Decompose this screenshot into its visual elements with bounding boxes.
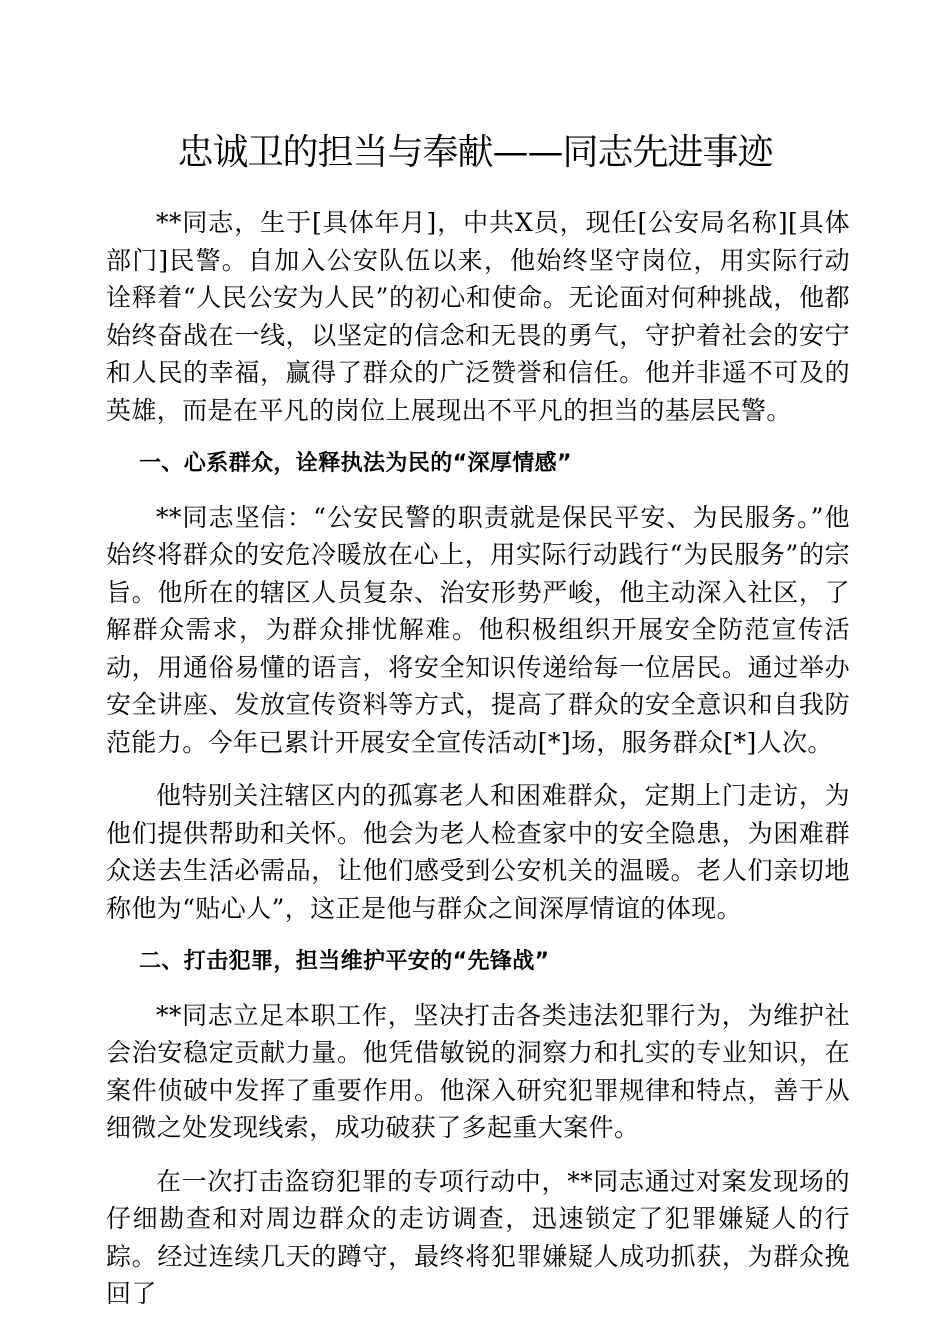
paragraph-section2-2: 在一次打击盗窃犯罪的专项行动中，**同志通过对案发现场的仔细勘查和对周边群众的走访调查，迅速锁定了犯罪嫌疑人的行踪。经过连续几天的蹲守，最终将犯罪嫌疑人成功抓获，为群众挽回了	[106, 1166, 850, 1308]
paragraph-section1-2: 他特别关注辖区内的孤寡老人和困难群众，定期上门走访，为他们提供帮助和关怀。他会为老人检查家中的安全隐患，为困难群众送去生活必需品，让他们感受到公安机关的温暖。老人们亲切地称他为“贴心人”，这正是他与群众之间深厚情谊的体现。	[106, 781, 850, 923]
paragraph-section1-1: **同志坚信：“公安民警的职责就是保民平安、为民服务。”他始终将群众的安危冷暖放在心上，用实际行动践行“为民服务”的宗旨。他所在的辖区人员复杂、治安形势严峻，他主动深入社区，了解群众需求，为群众排忧解难。他积极组织开展安全防范宣传活动，用通俗易懂的语言，将安全知识传递给每一位居民。通过举办安全讲座、发放宣传资料等方式，提高了群众的安全意识和自我防范能力。今年已累计开展安全宣传活动[*]场，服务群众[*]人次。	[106, 502, 850, 757]
paragraph-section2-1: **同志立足本职工作，坚决打击各类违法犯罪行为，为维护社会治安稳定贡献力量。他凭借敏锐的洞察力和扎实的专业知识，在案件侦破中发挥了重要作用。他深入研究犯罪规律和特点，善于从细微之处发现线索，成功破获了多起重大案件。	[106, 1000, 850, 1142]
document-title: 忠诚卫的担当与奉献——同志先进事迹	[177, 132, 773, 173]
section-heading-2: 二、打击犯罪，担当维护平安的“先锋战”	[139, 949, 550, 974]
section-heading-1: 一、心系群众，诠释执法为民的“深厚情感”	[139, 451, 572, 476]
paragraph-intro: **同志，生于[具体年月]，中共X员，现任[公安局名称][具体部门]民警。自加入公安队伍以来，他始终坚守岗位，用实际行动诠释着“人民公安为人民”的初心和使命。无论面对何种挑战，他都始终奋战在一线，以坚定的信念和无畏的勇气，守护着社会的安宁和人民的幸福，赢得了群众的广泛赞誉和信任。他并非遥不可及的英雄，而是在平凡的岗位上展现出不平凡的担当的基层民警。	[106, 208, 850, 425]
document-body	[106, 204, 850, 1329]
